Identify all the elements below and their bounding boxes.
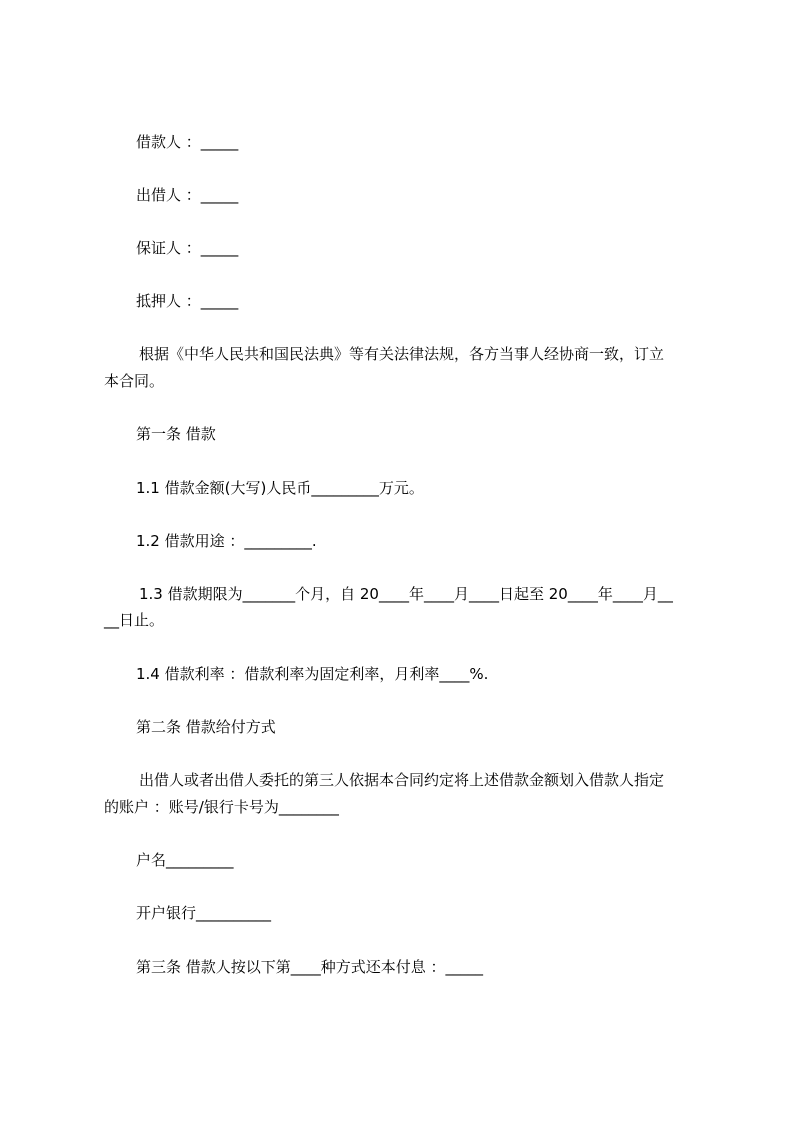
lender-line: 出借人 ：_____: [136, 186, 239, 204]
article-2-heading: 第二条 借款给付方式: [136, 718, 276, 736]
article-2-body-line-1: 出借人或者出借人委托的第三人依据本合同约定将上述借款金额划入借款人指定: [139, 771, 665, 789]
preamble-line-1: 根据《中华人民共和国民法典》等有关法律法规，各方当事人经协商一致，订立: [139, 345, 665, 363]
article-1-heading: 第一条 借款: [136, 425, 216, 443]
guarantor-line: 保证人 ：_____: [136, 239, 239, 257]
clause-1-2: 1.2 借款用途 ：_________.: [136, 532, 317, 550]
preamble-line-2: 本合同。: [104, 372, 165, 390]
borrower-line: 借款人 ：_____: [136, 133, 239, 151]
account-name-line: 户名_________: [136, 851, 234, 869]
clause-1-3-line-2: __日止。: [104, 611, 165, 629]
clause-1-3-line-1: 1.3 借款期限为_______个月，自 20____年____月____日起至 20____年____月__: [139, 585, 673, 603]
clause-1-4: 1.4 借款利率 ：借款利率为固定利率，月利率____%.: [136, 665, 489, 683]
mortgagor-line: 抵押人 ：_____: [136, 292, 239, 310]
article-3-heading: 第三条 借款人按以下第____种方式还本付息 ：_____: [136, 958, 484, 976]
bank-line: 开户银行__________: [136, 904, 272, 922]
article-2-body-line-2: 的账户 ：账号/银行卡号为________: [104, 798, 339, 816]
clause-1-1: 1.1 借款金额(大写)人民币_________万元。: [136, 479, 424, 497]
